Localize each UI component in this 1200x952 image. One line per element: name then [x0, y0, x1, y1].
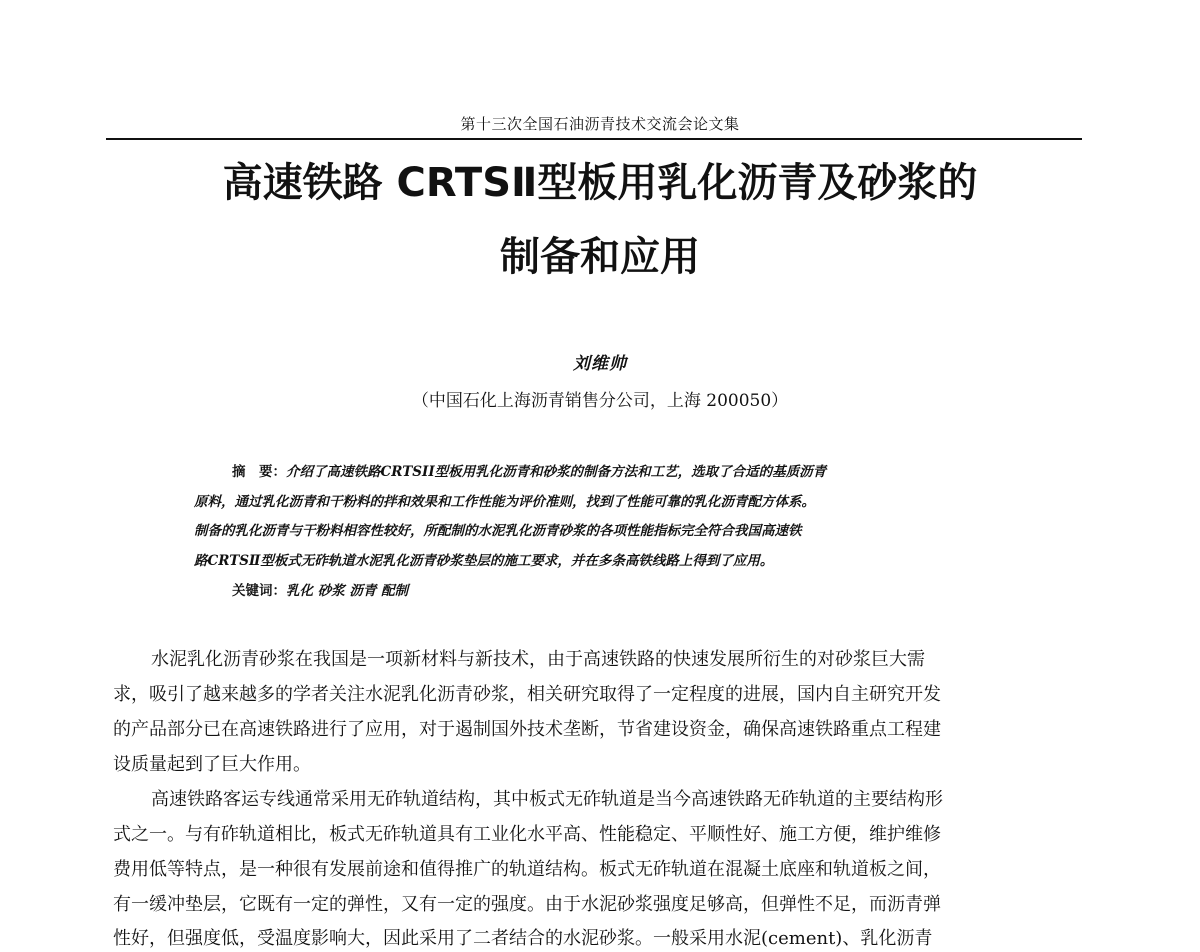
keywords-label: 关键词： [232, 583, 286, 599]
abstract-line: 制备的乳化沥青与干粉料相容性较好，所配制的水泥乳化沥青砂浆的各项性能指标完全符合我国高速铁 [194, 523, 802, 539]
abstract-text: 介绍了高速铁路CRTSII型板用乳化沥青和砂浆的制备方法和工艺，选取了合适的基质沥青 [286, 464, 827, 480]
author-name: 刘维帅 [573, 354, 627, 374]
body-text-line: 的产品部分已在高速铁路进行了应用，对于遏制国外技术垄断，节省建设资金，确保高速铁路重点工程建 [113, 719, 941, 740]
body-text-line: 有一缓冲垫层，它既有一定的弹性，又有一定的强度。由于水泥砂浆强度足够高，但弹性不足，而沥青弹 [113, 894, 941, 915]
abstract-line: 路CRTSⅡ型板式无砟轨道水泥乳化沥青砂浆垫层的施工要求，并在多条高铁线路上得到了应用。 [194, 553, 774, 569]
paper-title-line-1: 高速铁路 CRTSⅡ型板用乳化沥青及砂浆的 [222, 160, 978, 206]
abstract-label: 摘 要： [232, 464, 286, 480]
author-affiliation: （中国石化上海沥青销售分公司，上海 200050） [411, 391, 789, 411]
keywords-text: 乳化 砂浆 沥青 配制 [286, 583, 409, 599]
body-text-line: 设质量起到了巨大作用。 [113, 754, 311, 775]
body-text-line: 水泥乳化沥青砂浆在我国是一项新材料与新技术，由于高速铁路的快速发展所衍生的对砂浆巨大需 [151, 649, 925, 670]
abstract-line: 原料，通过乳化沥青和干粉料的拌和效果和工作性能为评价准则，找到了性能可靠的乳化沥青配方体系。 [194, 494, 815, 510]
body-text-line: 性好，但强度低，受温度影响大，因此采用了二者结合的水泥砂浆。一般采用水泥(cement)、乳化沥青 [113, 928, 933, 949]
abstract-line [232, 460, 826, 480]
running-head: 第十三次全国石油沥青技术交流会论文集 [460, 115, 740, 133]
paper-title-line-2: 制备和应用 [500, 234, 700, 280]
keywords-line [232, 579, 408, 599]
body-text-line: 费用低等特点，是一种很有发展前途和值得推广的轨道结构。板式无砟轨道在混凝土底座和轨道板之间， [113, 859, 941, 880]
body-text-line: 式之一。与有砟轨道相比，板式无砟轨道具有工业化水平高、性能稳定、平顺性好、施工方便，维护维修 [113, 824, 941, 845]
body-text-line: 求，吸引了越来越多的学者关注水泥乳化沥青砂浆，相关研究取得了一定程度的进展，国内自主研究开发 [113, 684, 941, 705]
header-rule [106, 138, 1082, 140]
body-text-line: 高速铁路客运专线通常采用无砟轨道结构，其中板式无砟轨道是当今高速铁路无砟轨道的主要结构形 [151, 789, 943, 810]
